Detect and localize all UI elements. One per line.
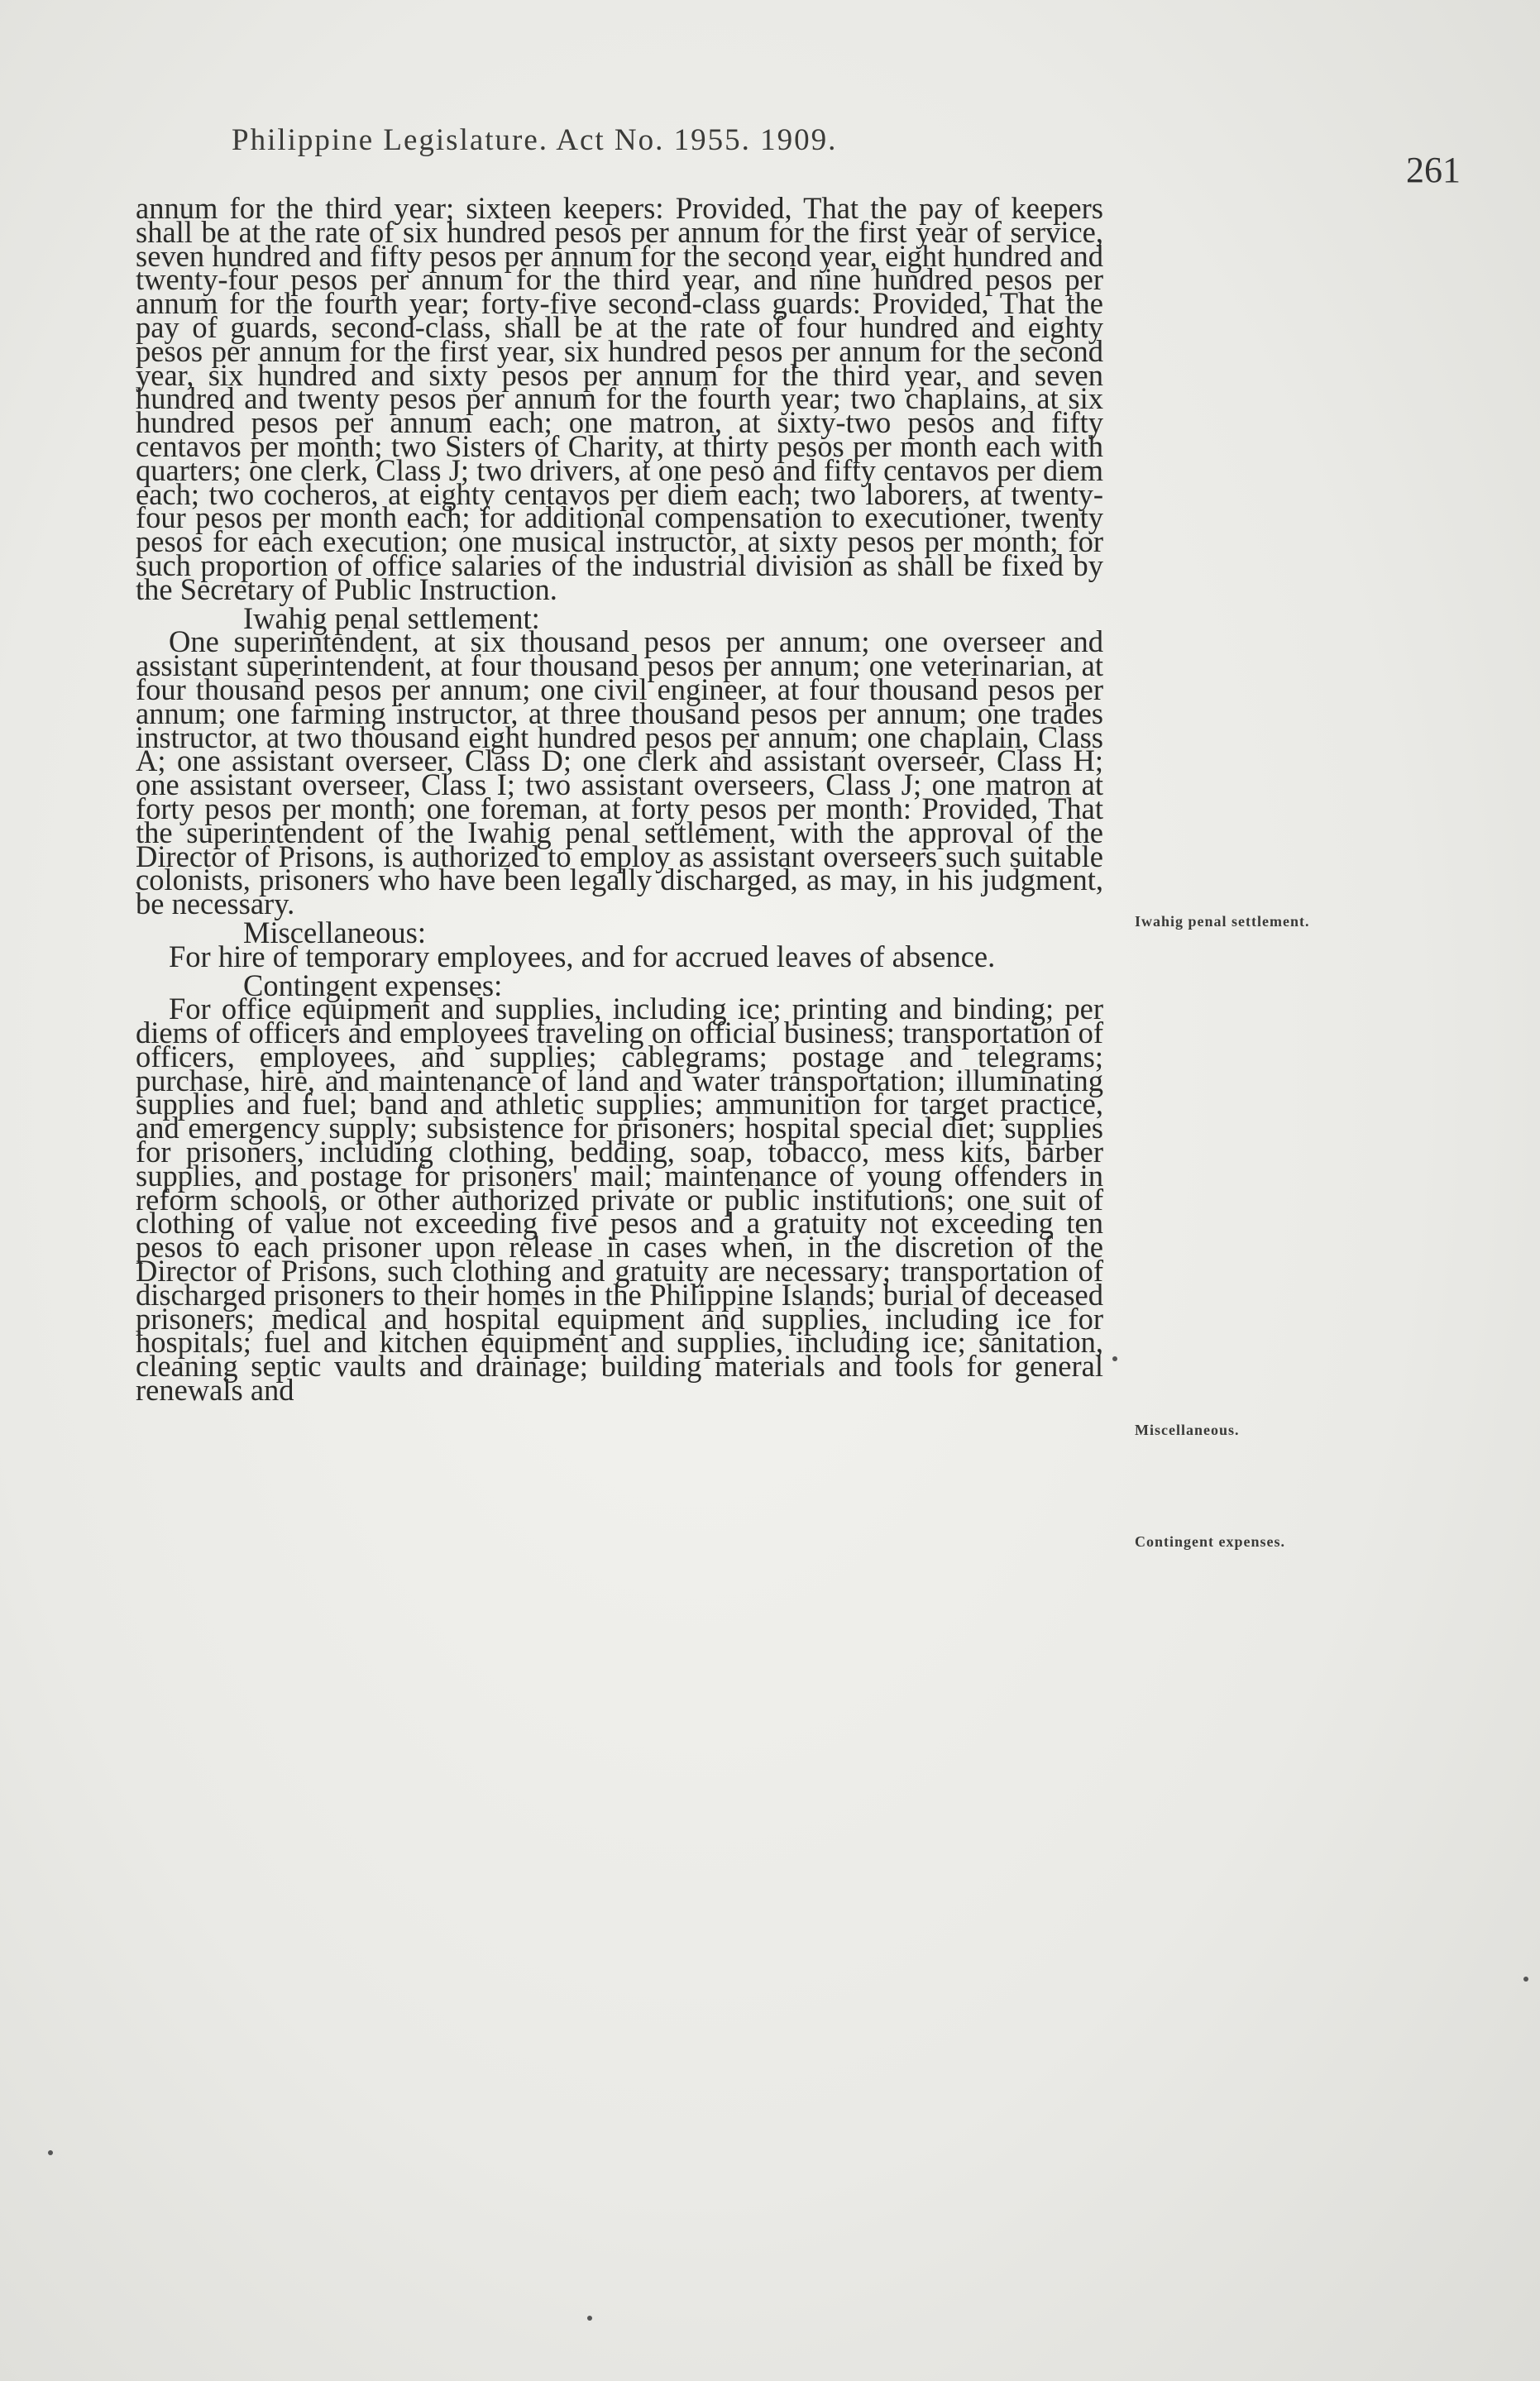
body-text — [136, 191, 1103, 1408]
sidenote-miscellaneous: Miscellaneous. — [1135, 1422, 1240, 1438]
sidenote-contingent: Contingent expenses. — [1135, 1533, 1286, 1550]
print-speck — [587, 2316, 592, 2321]
print-speck — [1523, 1977, 1528, 1982]
heading-iwahig: Iwahig penal settlement: — [243, 600, 540, 635]
paragraph-iwahig: One superintendent, at six thousand pesos per annum; one overseer and assistant superintendent, at four thousand pesos per annum; one veterinarian, at four thousand pesos per annum; one civil engineer, at four thousand pesos per annum; one farming instructor, at three thousand pesos per annum; one trades instructor, at two thousand eight hundred pesos per annum; one chaplain, Class A; one assistant overseer, Class D; one clerk and assistant overseer, Class H; one assistant overseer, Class I; two assistant overseers, Class J; one matron at forty pesos per month; one foreman, at forty pesos per month: Provided, That the superintendent of the Iwahig penal settlement, with the approval of the Director of Prisons, is authorized to employ as assistant overseers such suitable colonists, prisoners who have been legally discharged, as may, in his judgment, be necessary. — [136, 624, 1103, 921]
running-header: Philippine Legislature. Act No. 1955. 1909. — [232, 123, 838, 157]
paragraph-contingent: For office equipment and supplies, including ice; printing and binding; per diems of officers and employees traveling on official business; transportation of officers, employees, and supplies; cablegrams; postage and telegrams; purchase, hire, and maintenance of land and water transportation; illuminating supplies and fuel; band and athletic supplies; ammunition for target practice, and emergency supply; subsistence for prisoners; hospital special diet; supplies for prisoners, including clothing, bedding, soap, tobacco, mess kits, barber supplies, and postage for prisoners' mail; maintenance of young offenders in reform schools, or other authorized private or public institutions; one suit of clothing of value not exceeding five pesos and a gratuity not exceeding ten pesos to each prisoner upon release in cases when, in the discretion of the Director of Prisons, such clothing and gratuity are necessary; transportation of discharged prisoners to their homes in the Philippine Islands; burial of deceased prisoners; medical and hospital equipment and supplies, including ice for hospitals; fuel and kitchen equipment and supplies, including ice; sanitation, cleaning septic vaults and drainage; building materials and tools for general renewals and — [136, 992, 1103, 1408]
sidenote-iwahig: Iwahig penal settlement. — [1135, 913, 1310, 930]
paragraph-miscellaneous: For hire of temporary employees, and for accrued leaves of absence. — [169, 939, 996, 973]
heading-contingent: Contingent expenses: — [243, 968, 503, 1002]
heading-miscellaneous: Miscellaneous: — [243, 915, 426, 949]
print-speck — [48, 2150, 53, 2155]
paragraph-salaries-continued: annum for the third year; sixteen keepers: Provided, That the pay of keepers shall be at the rate of six hundred pesos per annum for the first year of service, seven hundred and fifty pesos per annum for the second year, eight hundred and twenty-four pesos per annum for the third year, and nine hundred pesos per annum for the fourth year; forty-five second-class guards: Provided, That the pay of guards, second-class, shall be at the rate of four hundred and eighty pesos per annum for the first year, six hundred pesos per annum for the second year, six hundred and sixty pesos per annum for the third year, and seven hundred and twenty pesos per annum for the fourth year; two chaplains, at six hundred pesos per annum each; one matron, at sixty-two pesos and fifty centavos per month; two Sisters of Charity, at thirty pesos per month each with quarters; one clerk, Class J; two drivers, at one peso and fifty centavos per diem each; two cocheros, at eighty centavos per diem each; two laborers, at twenty-four pesos per month each; for additional compensation to executioner, twenty pesos for each execution; one musical instructor, at sixty pesos per month; for such proportion of office salaries of the industrial division as shall be fixed by the Secretary of Public Instruction. — [136, 191, 1103, 606]
page-number: 261 — [1406, 150, 1461, 190]
print-speck — [1112, 1356, 1117, 1361]
